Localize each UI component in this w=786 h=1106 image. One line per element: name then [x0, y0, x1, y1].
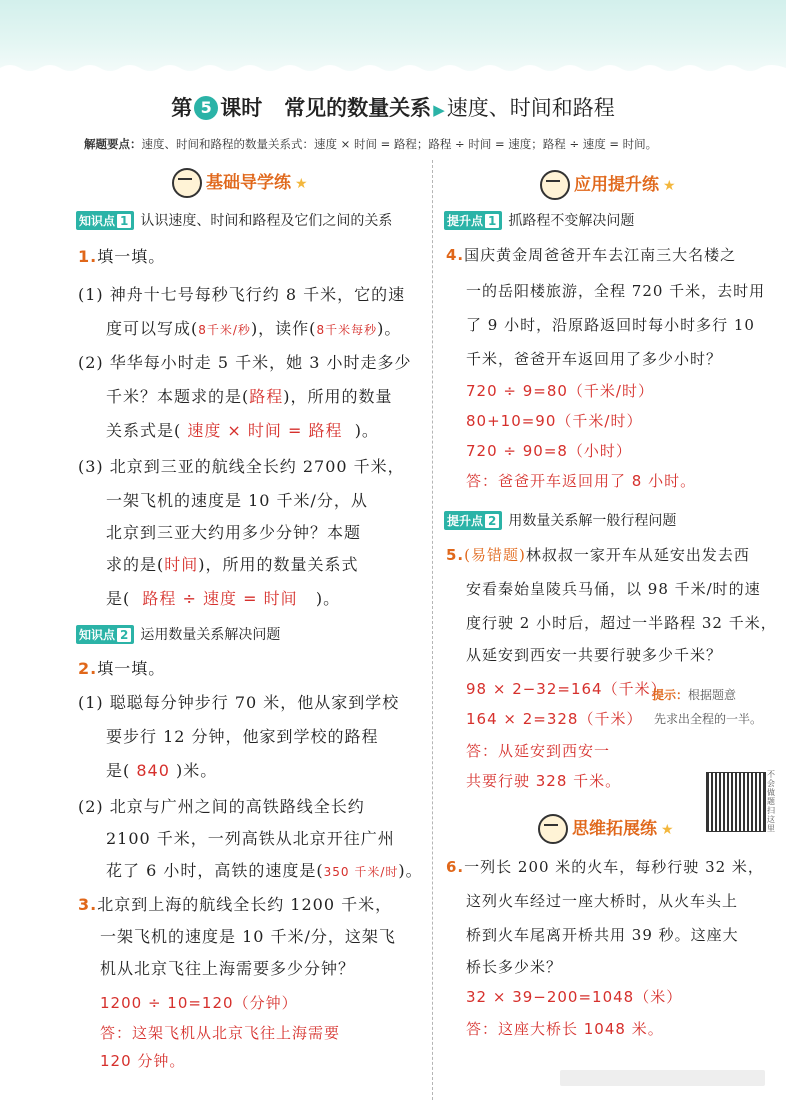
knowledge-point-tag: 知识点 2 — [76, 625, 134, 644]
q1c-line4: 求的是(时间)，所用的数量关系式 — [106, 555, 359, 574]
q4-line1: 4.国庆黄金周爸爸开车去江南三大名楼之 — [446, 246, 737, 264]
improve-point-tag: 提升点 1 — [444, 211, 502, 230]
lesson-header — [0, 92, 786, 122]
q1b-line3: 关系式是( 速度 × 时间 = 路程 )。 — [106, 421, 379, 440]
question-number: 3. — [78, 895, 98, 914]
error-prone-tag: (易错题) — [464, 546, 526, 564]
q5-line4: 从延安到西安一共要行驶多少千米？ — [466, 646, 723, 664]
q4-work-3: 720 ÷ 90=8（小时） — [466, 442, 632, 460]
q6-line2: 这列火车经过一座大桥时，从火车头上 — [466, 892, 739, 910]
qr-code[interactable] — [706, 772, 766, 832]
q6-work: 32 × 39−200=1048（米） — [466, 988, 683, 1006]
lesson-number-badge: 5 — [194, 96, 218, 120]
q5-line2: 安看秦始皇陵兵马俑，以 98 千米/时的速 — [466, 580, 761, 598]
page-footer-bar — [560, 1070, 765, 1086]
section-extension — [538, 814, 674, 844]
q2b-line3: 花了 6 小时，高铁的速度是(350 千米/时)。 — [106, 861, 423, 880]
answer-text: 8千米每秒 — [316, 323, 378, 337]
answer-text: 时间 — [164, 555, 199, 574]
q2b-line2: 2100 千米，一列高铁从北京开往广州 — [106, 829, 395, 848]
q6-line1: 6.一列长 200 米的火车，每秒行驶 32 米， — [446, 858, 764, 876]
q6-line3: 桥到火车尾离开桥共用 39 秒。这座大 — [466, 926, 739, 944]
hint-line-2: 先求出全程的一半。 — [654, 712, 763, 726]
lesson-subtitle: 速度、时间和路程 — [446, 96, 615, 120]
improve-point-1: 提升点 1 抓路程不变解决问题 — [444, 210, 634, 230]
knowledge-point-text: 运用数量关系解决问题 — [140, 627, 281, 643]
scalloped-edge — [0, 62, 786, 80]
knowledge-point-1 — [76, 210, 392, 230]
q5-answer-1: 答：从延安到西安一 — [466, 742, 611, 760]
lesson-prefix: 第 — [171, 96, 193, 120]
q1c-line2: 一架飞机的速度是 10 千米/分，从 — [106, 491, 368, 510]
q6-line4: 桥长多少米？ — [466, 958, 563, 976]
q6-answer: 答：这座大桥长 1048 米。 — [466, 1020, 664, 1038]
q2a-line2: 要步行 12 分钟，他家到学校的路程 — [106, 727, 379, 746]
q1a-line2: 度可以写成(8千米/秒)，读作(8千米每秒)。 — [106, 319, 402, 338]
column-divider — [432, 160, 433, 1100]
q5-line1: 5.(易错题)林叔叔一家开车从延安出发去西 — [446, 546, 750, 564]
q1a-line1: (1) 神舟十七号每秒飞行约 8 千米，它的速 — [78, 285, 406, 304]
q2a-line3: 是( 840 )米。 — [106, 761, 218, 780]
knowledge-point-text: 认识速度、时间和路程及它们之间的关系 — [140, 213, 393, 229]
lesson-title: 常见的数量关系 — [284, 96, 432, 120]
answer-text: 路程 ÷ 速度 = 时间 — [142, 589, 298, 608]
q1b-line1: (2) 华华每小时走 5 千米，她 3 小时走多少 — [78, 353, 412, 372]
answer-text: 8千米/秒 — [198, 323, 251, 337]
knowledge-point-tag: 知识点 1 — [76, 211, 134, 230]
question-number: 4. — [446, 246, 465, 264]
q1c-line1: (3) 北京到三亚的航线全长约 2700 千米， — [78, 457, 405, 476]
section-basic — [172, 168, 308, 198]
cartoon-face-icon — [172, 168, 202, 198]
key-point-text: 速度、时间和路程的数量关系式：速度 × 时间 = 路程；路程 ÷ 时间 = 速度；路程 ÷ 速度 = 时间。 — [141, 137, 658, 151]
q5-work-2: 164 × 2=328（千米） — [466, 710, 643, 728]
hint-box: 提示：根据题意 — [652, 688, 737, 702]
q1b-line2: 千米？本题求的是(路程)，所用的数量 — [106, 387, 393, 406]
section-title: 应用提升练 — [574, 175, 659, 195]
q4-line2: 一的岳阳楼旅游，全程 720 千米，去时用 — [466, 282, 766, 300]
section-applied — [540, 170, 676, 200]
q4-line3: 了 9 小时，沿原路返回时每小时多行 10 — [466, 316, 755, 334]
q2b-line1: (2) 北京与广州之间的高铁路线全长约 — [78, 797, 365, 816]
q1c-line3: 北京到三亚大约用多少分钟？本题 — [106, 523, 362, 542]
triangle-icon: ▶ — [433, 101, 445, 119]
answer-text: 350 千米/时 — [323, 865, 399, 879]
q3-line2: 一架飞机的速度是 10 千米/分，这架飞 — [100, 927, 396, 946]
question-number: 5. — [446, 546, 465, 564]
q4-work-1: 720 ÷ 9=80（千米/时） — [466, 382, 654, 400]
cartoon-face-icon — [540, 170, 570, 200]
q3-line1: 3.北京到上海的航线全长约 1200 千米， — [78, 895, 393, 914]
star-icon: ★ — [663, 178, 676, 194]
q3-answer-1: 答：这架飞机从北京飞往上海需要 — [100, 1024, 341, 1042]
q1c-line5: 是( 路程 ÷ 速度 = 时间 )。 — [106, 589, 341, 608]
star-icon: ★ — [295, 176, 308, 192]
q4-work-2: 80+10=90（千米/时） — [466, 412, 643, 430]
q3-line3: 机从北京飞往上海需要多少分钟？ — [100, 959, 356, 978]
q5-answer-2: 共要行驶 328 千米。 — [466, 772, 622, 790]
answer-text: 速度 × 时间 = 路程 — [187, 421, 343, 440]
key-point-line — [84, 136, 657, 152]
question-number: 2. — [78, 659, 98, 678]
question-2-title: 2.填一填。 — [78, 659, 166, 678]
section-title: 基础导学练 — [206, 173, 291, 193]
improve-point-2: 提升点 2 用数量关系解一般行程问题 — [444, 510, 676, 530]
answer-text: 840 — [136, 761, 170, 780]
q2a-line1: (1) 聪聪每分钟步行 70 米，他从家到学校 — [78, 693, 400, 712]
knowledge-point-2 — [76, 624, 280, 644]
q5-work-1: 98 × 2−32=164（千米） — [466, 680, 667, 698]
q5-line3: 度行驶 2 小时后，超过一半路程 32 千米， — [466, 614, 777, 632]
q4-line4: 千米，爸爸开车返回用了多少小时？ — [466, 350, 723, 368]
section-title: 思维拓展练 — [572, 819, 657, 839]
star-icon: ★ — [661, 822, 674, 838]
qr-caption: 不会做题扫这里 — [767, 770, 775, 833]
question-number: 6. — [446, 858, 465, 876]
question-1-title: 1.填一填。 — [78, 247, 166, 266]
q4-answer: 答：爸爸开车返回用了 8 小时。 — [466, 472, 697, 490]
q3-answer-2: 120 分钟。 — [100, 1052, 186, 1070]
lesson-suffix: 课时 — [220, 96, 263, 120]
improve-point-tag: 提升点 2 — [444, 511, 502, 530]
cartoon-face-icon — [538, 814, 568, 844]
question-number: 1. — [78, 247, 98, 266]
q3-work: 1200 ÷ 10=120（分钟） — [100, 994, 298, 1012]
key-point-label: 解题要点： — [84, 137, 142, 151]
answer-text: 路程 — [249, 387, 284, 406]
hint-label: 提示： — [652, 688, 689, 702]
